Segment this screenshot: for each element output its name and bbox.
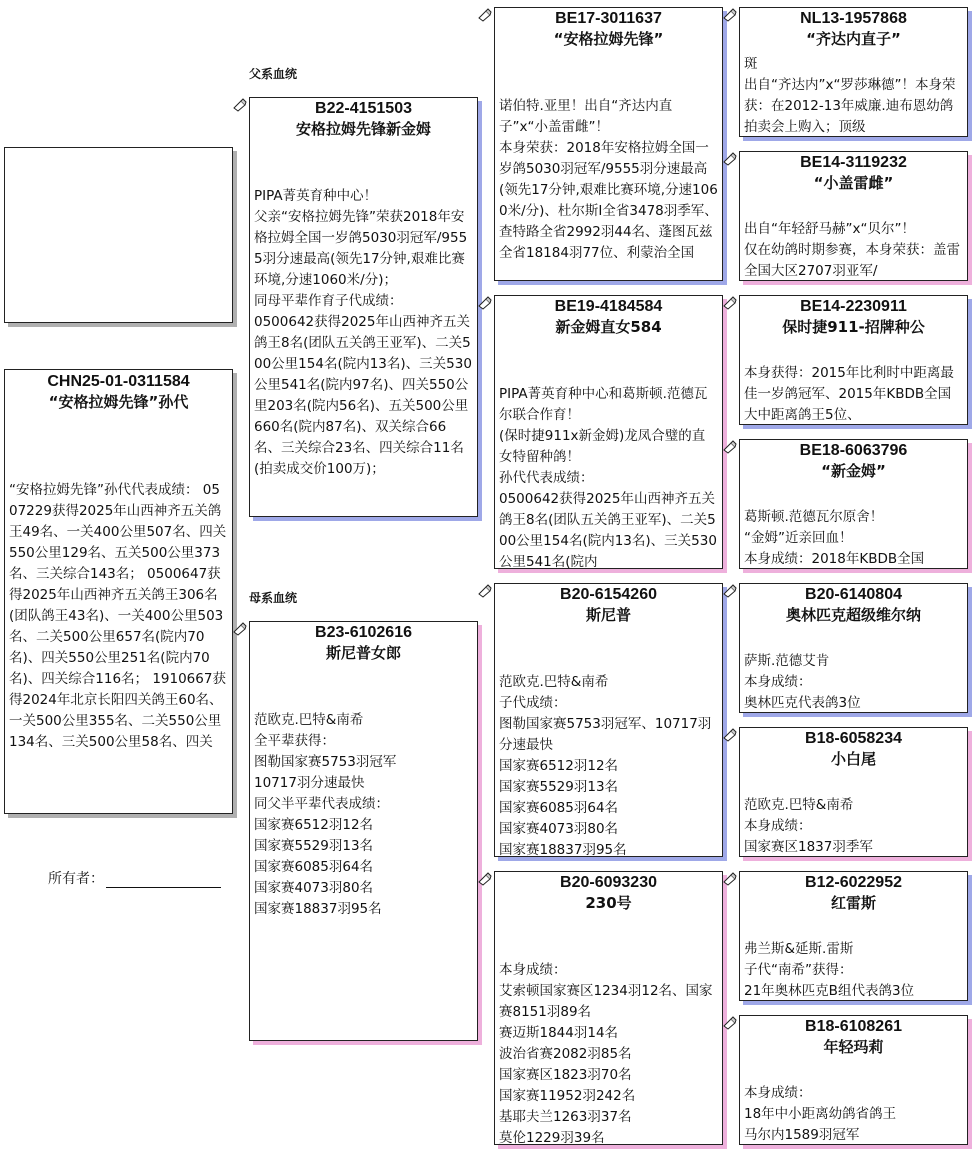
sd-card [494, 295, 723, 569]
pencil-icon[interactable] [723, 1016, 737, 1030]
sdd-text: 葛斯顿.范德瓦尔原舍！ “金姆”近亲回血！ 本身成绩：2018年KBDB全国 [744, 509, 925, 567]
pencil-icon[interactable] [723, 8, 737, 22]
dam-text: 范欧克.巴特&南希 全平辈获得： 图勒国家赛5753羽冠军 10717羽分速最快 同父半平辈代表成绩： 国家赛6512羽12名 国家赛5529羽13名 国家赛6085羽64名 国家赛4073羽80名 国家赛18837羽95名 [254, 712, 397, 917]
ss-card [494, 7, 723, 281]
sire-section-label: 父系血统 [249, 67, 298, 81]
pencil-icon[interactable] [723, 584, 737, 598]
ss-ring: BE17-3011637 [555, 10, 662, 27]
subject-card [4, 369, 233, 814]
ssd-card [739, 151, 968, 281]
pencil-icon[interactable] [478, 872, 492, 886]
sd-name: 新金姆直女584 [555, 318, 662, 336]
sds-ring: BE14-2230911 [800, 298, 907, 315]
dam-card [249, 621, 478, 1041]
ss-name: “安格拉姆先锋” [553, 30, 664, 48]
dds-name: 红雷斯 [830, 894, 876, 912]
subject-name: “安格拉姆先锋”孙代 [48, 393, 189, 411]
dss-ring: B20-6140804 [805, 586, 902, 603]
dsd-text: 范欧克.巴特&南希 本身成绩： 国家赛区1837羽季军 [744, 797, 873, 855]
sds-card [739, 295, 968, 425]
sss-name: “齐达内直子” [806, 30, 901, 48]
sdd-ring: BE18-6063796 [799, 442, 908, 459]
sds-text: 本身获得：2015年比利时中距离最佳一岁鸽冠军、2015年KBDB全国大中距离鸽王5位、 [744, 365, 954, 423]
sdd-name: “新金姆” [821, 462, 886, 480]
pencil-icon[interactable] [723, 440, 737, 454]
dd-card [494, 871, 723, 1145]
pencil-icon[interactable] [723, 728, 737, 742]
sire-text: PIPA菁英育种中心！ 父亲“安格拉姆先锋”荣获2018年安格拉姆全国一岁鸽5030羽冠军/9555羽分速最高(领先17分钟,艰难比赛环境,分速1060米/分)； 同母平辈作育子代成绩： 0500642获得2025年山西神齐五关鸽王8名(团队五关鸽王亚军)、二关500公里154名(院内13名)、三关530公里541名(院内97名)、四关550公里203名(院内56名)、五关500公里660名(院内87名)、双关综合66名、三关综合23名、四关综合11名(拍卖成交价100万)； [254, 188, 472, 477]
pencil-icon[interactable] [233, 622, 247, 636]
dd-ring: B20-6093230 [560, 874, 657, 891]
pencil-icon[interactable] [723, 296, 737, 310]
pencil-icon[interactable] [478, 8, 492, 22]
pencil-icon[interactable] [233, 98, 247, 112]
pencil-icon[interactable] [723, 152, 737, 166]
sd-text: PIPA菁英育种中心和葛斯顿.范德瓦尔联合作育！ (保时捷911x新金姆)龙凤合璧的直女特留种鸽！ 孙代代表成绩： 0500642获得2025年山西神齐五关鸽王8名(团队五关鸽王亚军)、二关500公里154名(院内13名)、三关530公里541名(院内 [499, 386, 717, 569]
ssd-ring: BE14-3119232 [800, 154, 907, 171]
ss-text: 诺伯特.亚里！出自“齐达内直子”x“小盖雷雌”！ 本身荣获：2018年安格拉姆全国一岁鸽5030羽冠军/9555羽分速最高(领先17分钟,艰难比赛环境,分速1060米/分)、杜尔斯I全省3478羽季军、查特路全省2992羽44名、蓬图瓦兹全省18184羽77位、利蒙治全国 [499, 98, 718, 261]
ddd-ring: B18-6108261 [805, 1018, 902, 1035]
ddd-name: 年轻玛莉 [823, 1038, 884, 1056]
sire-card [249, 97, 478, 517]
dss-card [739, 583, 968, 713]
ds-card [494, 583, 723, 857]
dds-text: 弗兰斯&延斯.雷斯 子代“南希”获得： 21年奥林匹克B组代表鸽3位 [744, 941, 915, 999]
ds-name: 斯尼普 [585, 606, 631, 624]
sire-ring: B22-4151503 [315, 100, 412, 117]
dss-name: 奥林匹克超级维尔纳 [785, 606, 921, 624]
dd-name: 230号 [585, 894, 632, 912]
sss-card [739, 7, 968, 137]
pencil-icon[interactable] [723, 872, 737, 886]
owner-field [48, 868, 221, 888]
pencil-icon[interactable] [478, 296, 492, 310]
dss-text: 萨斯.范德艾肯 本身成绩： 奥林匹克代表鸽3位 [744, 653, 861, 711]
dsd-ring: B18-6058234 [805, 730, 902, 747]
ddd-card [739, 1015, 968, 1145]
dam-section-label: 母系血统 [249, 591, 298, 605]
sire-name: 安格拉姆先锋新金姆 [295, 120, 431, 138]
pencil-icon[interactable] [478, 584, 492, 598]
sdd-card [739, 439, 968, 569]
subject-text: “安格拉姆先锋”孙代代表成绩： 0507229获得2025年山西神齐五关鸽王49名、一关400公里507名、四关550公里129名、五关500公里373名、三关综合143名； 0500647获得2025年山西神齐五关鸽王306名(团队鸽王43名)、一关400公里503名、二关500公里657名(院内70名)、四关550公里251名(院内70名)、四关综合116名； 1910667获得2024年北京长阳四关鸽王60名、一关500公里355名、二关550公里134名、三关500公里58名、四关 [9, 482, 227, 750]
photo-frame [4, 147, 233, 323]
dsd-card [739, 727, 968, 857]
owner-label: 所有者： [48, 871, 104, 887]
ds-ring: B20-6154260 [560, 586, 657, 603]
dds-ring: B12-6022952 [805, 874, 902, 891]
subject-ring: CHN25-01-0311584 [47, 373, 190, 390]
sd-ring: BE19-4184584 [554, 298, 663, 315]
dam-name: 斯尼普女郎 [325, 644, 401, 662]
ssd-text: 出自“年轻舒马赫”x“贝尔”！ 仅在幼鸽时期参赛，本身荣获：盖雷全国大区2707羽亚军/ [744, 221, 960, 279]
sss-ring: NL13-1957868 [800, 10, 907, 27]
dds-card [739, 871, 968, 1001]
sds-name: 保时捷911-招牌种公 [782, 318, 925, 336]
ddd-text: 本身成绩： 18年中小距离幼鸽省鸽王 马尔内1589羽冠军 [744, 1085, 897, 1143]
dam-ring: B23-6102616 [315, 624, 412, 641]
ssd-name: “小盖雷雌” [813, 174, 894, 192]
dd-text: 本身成绩： 艾索顿国家赛区1234羽12名、国家赛8151羽89名 赛迈斯1844羽14名 波治省赛2082羽85名 国家赛区1823羽70名 国家赛11952羽242名 基耶夫兰1263羽37名 莫伦1229羽39名 [499, 962, 713, 1145]
sss-text: 斑 出自“齐达内”x“罗莎琳德”！本身荣获：在2012-13年威廉.迪布恩幼鸽拍卖会上购入；顶级 [744, 56, 956, 135]
ds-text: 范欧克.巴特&南希 子代成绩： 图勒国家赛5753羽冠军、10717羽分速最快 国家赛6512羽12名 国家赛5529羽13名 国家赛6085羽64名 国家赛4073羽80名 国家赛18837羽95名 [499, 674, 712, 857]
owner-line[interactable] [106, 873, 221, 888]
dsd-name: 小白尾 [830, 750, 876, 768]
